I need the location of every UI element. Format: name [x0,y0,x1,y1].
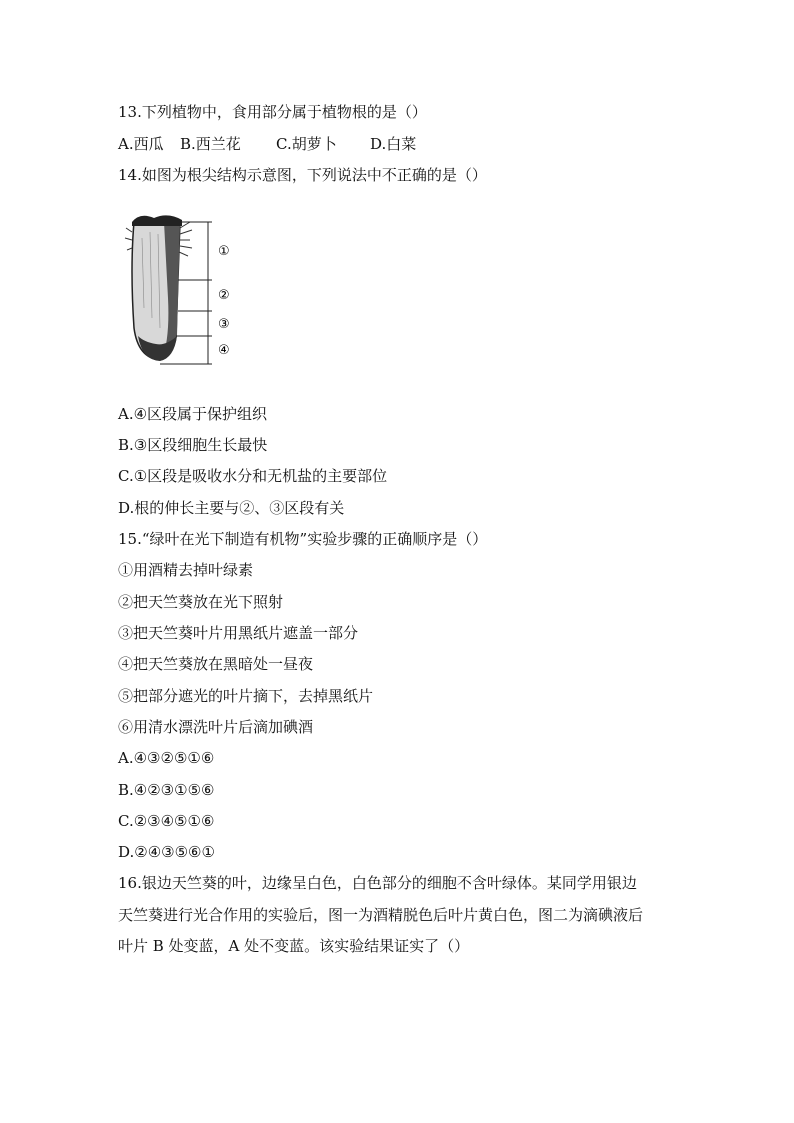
label-zone-4: ④ [218,343,230,358]
q15-step-3: ③把天竺葵叶片用黑纸片遮盖一部分 [118,624,359,642]
q16-line-1: 16.银边天竺葵的叶，边缘呈白色，白色部分的细胞不含叶绿体。某同学用银边 [118,874,637,892]
q14-option-b: B.③区段细胞生长最快 [118,436,268,454]
q15-step-1: ①用酒精去掉叶绿素 [118,561,254,579]
q15-option-b: B.④②③①⑤⑥ [118,781,215,799]
label-zone-2: ② [218,288,230,303]
q15-step-6: ⑥用清水漂洗叶片后滴加碘酒 [118,718,314,736]
q15-step-2: ②把天竺葵放在光下照射 [118,593,284,611]
q14-stem: 14.如图为根尖结构示意图，下列说法中不正确的是（） [118,166,487,184]
q14-option-a: A.④区段属于保护组织 [118,405,268,423]
q15-step-4: ④把天竺葵放在黑暗处一昼夜 [118,655,314,673]
q15-option-c: C.②③④⑤①⑥ [118,812,215,830]
q13-option-d: D.白菜 [370,135,417,153]
q16-line-3: 叶片 B 处变蓝，A 处不变蓝。该实验结果证实了（） [118,937,470,955]
q13-options [118,134,416,154]
q13-option-b: B.西兰花 [180,135,241,153]
root-top-edge [132,215,182,226]
q13-stem: 13.下列植物中，食用部分属于植物根的是（） [118,103,427,121]
label-zone-3: ③ [218,317,230,332]
q15-stem: 15.“绿叶在光下制造有机物”实验步骤的正确顺序是（） [118,530,488,548]
root-tip-diagram [120,208,230,368]
q13-option-a: A.西瓜 [118,135,164,153]
label-zone-1: ① [218,244,230,259]
q13-option-c: C.胡萝卜 [276,135,337,153]
root-tip-figure [120,208,230,368]
q15-option-d: D.②④③⑤⑥① [118,843,215,861]
q14-option-c: C.①区段是吸收水分和无机盐的主要部位 [118,467,388,485]
q15-option-a: A.④③②⑤①⑥ [118,749,215,767]
q15-step-5: ⑤把部分遮光的叶片摘下，去掉黑纸片 [118,687,374,705]
q14-option-d: D.根的伸长主要与②、③区段有关 [118,499,345,517]
q16-line-2: 天竺葵进行光合作用的实验后，图一为酒精脱色后叶片黄白色，图二为滴碘液后 [118,906,644,924]
